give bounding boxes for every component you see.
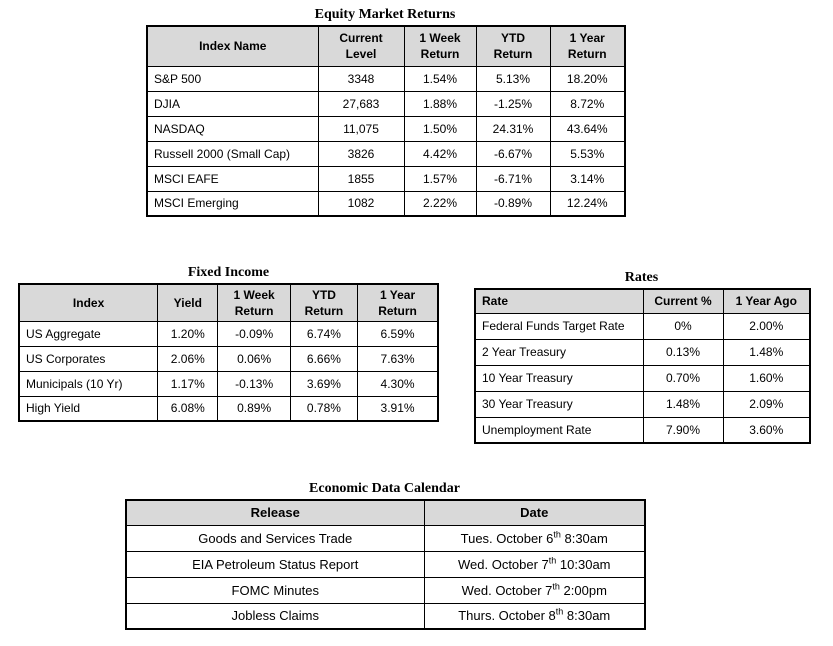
cell-week: 1.57% (404, 166, 476, 191)
fixed-income-title: Fixed Income (187, 265, 270, 280)
cell-name: 30 Year Treasury (475, 391, 643, 417)
fixed-header-year: 1 Year Return (358, 284, 438, 321)
cell-current: 1.48% (643, 391, 723, 417)
cell-year: 7.63% (358, 346, 438, 371)
cell-week: 1.54% (404, 66, 476, 91)
equity-header-row (147, 26, 625, 66)
cell-name: MSCI EAFE (147, 166, 318, 191)
cell-ytd: 6.74% (290, 321, 357, 346)
cell-ytd: -1.25% (476, 91, 550, 116)
cell-current: 0.13% (643, 339, 723, 365)
table-row (126, 551, 645, 577)
cell-name: MSCI Emerging (147, 191, 318, 216)
rates-header-row (475, 289, 810, 313)
cell-name: Russell 2000 (Small Cap) (147, 141, 318, 166)
cell-yield: 1.20% (158, 321, 218, 346)
cell-ago: 2.00% (723, 313, 810, 339)
cell-level: 3348 (318, 66, 404, 91)
cell-ytd: 0.78% (290, 396, 357, 421)
cell-yield: 6.08% (158, 396, 218, 421)
cell-year: 5.53% (550, 141, 625, 166)
table-row (475, 417, 810, 443)
cell-ytd: -6.71% (476, 166, 550, 191)
cell-level: 1082 (318, 191, 404, 216)
table-row (147, 91, 625, 116)
cell-name: Unemployment Rate (475, 417, 643, 443)
fixed-header-name: Index (19, 284, 158, 321)
cell-ytd: 3.69% (290, 371, 357, 396)
calendar-header-row (126, 500, 645, 525)
cell-current: 0.70% (643, 365, 723, 391)
cell-ytd: 5.13% (476, 66, 550, 91)
equity-header-name: Index Name (147, 26, 318, 66)
rates-header-ago: 1 Year Ago (723, 289, 810, 313)
table-row (147, 66, 625, 91)
cell-name: 10 Year Treasury (475, 365, 643, 391)
calendar-section (125, 479, 644, 630)
cell-week: 2.22% (404, 191, 476, 216)
cell-week: 1.50% (404, 116, 476, 141)
cell-year: 43.64% (550, 116, 625, 141)
cell-year: 12.24% (550, 191, 625, 216)
cell-ago: 1.60% (723, 365, 810, 391)
cell-ago: 1.48% (723, 339, 810, 365)
cell-level: 1855 (318, 166, 404, 191)
cell-name: Municipals (10 Yr) (19, 371, 158, 396)
rates-header-current: Current % (643, 289, 723, 313)
fixed-header-row (19, 284, 438, 321)
cell-name: S&P 500 (147, 66, 318, 91)
table-row (475, 365, 810, 391)
equity-header-week: 1 Week Return (404, 26, 476, 66)
rates-section (474, 268, 809, 444)
rates-table (474, 288, 811, 444)
cell-yield: 2.06% (158, 346, 218, 371)
equity-section (146, 5, 624, 217)
cell-name: US Corporates (19, 346, 158, 371)
cell-week: 4.42% (404, 141, 476, 166)
table-row (475, 391, 810, 417)
rates-header-name: Rate (475, 289, 643, 313)
cell-ytd: 24.31% (476, 116, 550, 141)
cell-year: 3.91% (358, 396, 438, 421)
fixed-header-week: 1 Week Return (218, 284, 290, 321)
cell-name: DJIA (147, 91, 318, 116)
cell-date: Wed. October 7th 2:00pm (424, 577, 645, 603)
cell-ytd: -0.89% (476, 191, 550, 216)
cell-release: FOMC Minutes (126, 577, 424, 603)
table-row (126, 525, 645, 551)
fixed-header-ytd: YTD Return (290, 284, 357, 321)
cell-year: 8.72% (550, 91, 625, 116)
cell-release: Goods and Services Trade (126, 525, 424, 551)
cell-date: Wed. October 7th 10:30am (424, 551, 645, 577)
cell-ytd: 6.66% (290, 346, 357, 371)
cell-week: 0.89% (218, 396, 290, 421)
table-row (147, 141, 625, 166)
table-row (19, 321, 438, 346)
cell-yield: 1.17% (158, 371, 218, 396)
table-row (126, 603, 645, 629)
cell-date: Tues. October 6th 8:30am (424, 525, 645, 551)
cell-ago: 2.09% (723, 391, 810, 417)
rates-title: Rates (624, 270, 659, 285)
cell-ago: 3.60% (723, 417, 810, 443)
table-row (147, 166, 625, 191)
calendar-title: Economic Data Calendar (309, 481, 460, 496)
equity-title: Equity Market Returns (314, 7, 456, 22)
equity-header-year: 1 Year Return (550, 26, 625, 66)
equity-table (146, 25, 626, 217)
cell-week: 0.06% (218, 346, 290, 371)
cell-week: -0.13% (218, 371, 290, 396)
fixed-income-section (18, 263, 439, 422)
cell-year: 18.20% (550, 66, 625, 91)
table-row (19, 346, 438, 371)
equity-header-level: Current Level (318, 26, 404, 66)
calendar-table (125, 499, 646, 630)
table-row (19, 371, 438, 396)
cell-week: 1.88% (404, 91, 476, 116)
cell-ytd: -6.67% (476, 141, 550, 166)
table-row (147, 116, 625, 141)
cell-name: US Aggregate (19, 321, 158, 346)
table-row (475, 313, 810, 339)
cell-year: 4.30% (358, 371, 438, 396)
cell-release: Jobless Claims (126, 603, 424, 629)
cell-week: -0.09% (218, 321, 290, 346)
calendar-header-release: Release (126, 500, 424, 525)
cell-level: 27,683 (318, 91, 404, 116)
table-row (475, 339, 810, 365)
cell-current: 7.90% (643, 417, 723, 443)
cell-year: 3.14% (550, 166, 625, 191)
cell-name: 2 Year Treasury (475, 339, 643, 365)
cell-name: Federal Funds Target Rate (475, 313, 643, 339)
cell-name: NASDAQ (147, 116, 318, 141)
cell-level: 11,075 (318, 116, 404, 141)
cell-current: 0% (643, 313, 723, 339)
calendar-header-date: Date (424, 500, 645, 525)
cell-year: 6.59% (358, 321, 438, 346)
fixed-income-table (18, 283, 439, 422)
table-row (147, 191, 625, 216)
cell-name: High Yield (19, 396, 158, 421)
cell-date: Thurs. October 8th 8:30am (424, 603, 645, 629)
table-row (126, 577, 645, 603)
equity-header-ytd: YTD Return (476, 26, 550, 66)
fixed-header-yield: Yield (158, 284, 218, 321)
table-row (19, 396, 438, 421)
cell-level: 3826 (318, 141, 404, 166)
cell-release: EIA Petroleum Status Report (126, 551, 424, 577)
